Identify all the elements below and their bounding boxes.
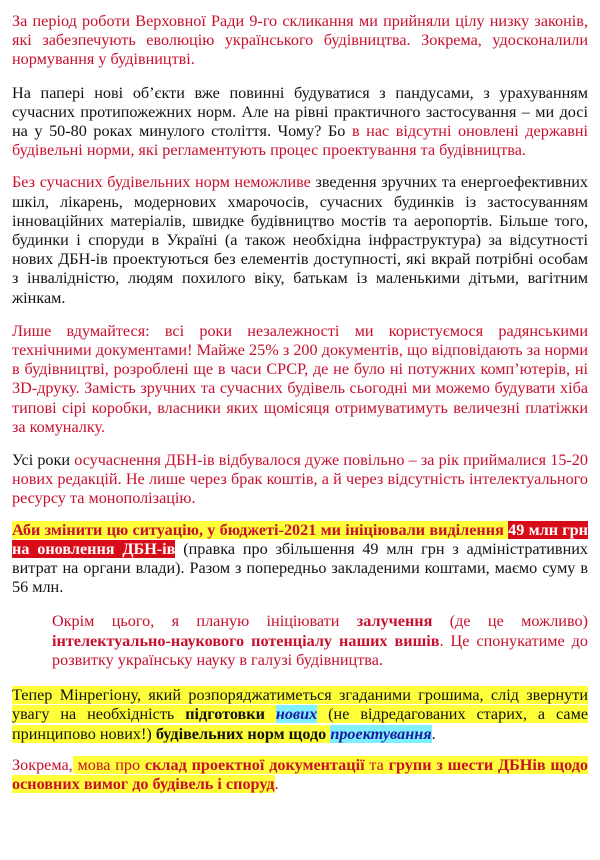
paragraph-paper-objects xyxy=(12,84,588,161)
highlighted-bold-text: Аби змінити цю ситуацію, у бюджеті-2021 ми ініціювали виділення xyxy=(12,520,509,539)
paragraph-minregion xyxy=(12,686,588,744)
paragraph-text: На папері нові об’єкти вже повинні будуватися з пандусами, з урахуванням сучасних протипожежних норм. Але на рівні практичного застосування – ми досі на у 50-80 роках минулого століття. Чому? Бо xyxy=(12,83,588,141)
highlighted-text: мова про xyxy=(72,755,145,774)
red-emphasis-text: осучаснення ДБН-ів відбувалося дуже повільно – за рік приймалися 15-20 нових редакцій. Не лише через брак коштів, а й через відсутність інтелектуального ресурсу та монополізацію. xyxy=(12,451,588,508)
highlighted-text: Тепер Мінрегіону, який розпоряджатиметься згаданими грошима, слід звернути увагу на необхідність xyxy=(12,686,588,724)
paragraph-text: . xyxy=(431,724,436,743)
red-highlighted-amount: 49 млн грн на оновлення ДБН-ів xyxy=(12,520,588,558)
paragraph-project-documentation xyxy=(12,756,588,794)
cyan-highlighted-italic-text: проектування xyxy=(330,724,432,743)
paragraph-text: Лише вдумайтеся: всі роки незалежності ми користуємося радянськими технічними документами! Майже 25% з 200 документів, що відповідають за норми в будівництві, розроблені ще в часи СРСР, де не було ні потужних комп’ютерів, ні 3D-друку. Замість зручних та сучасних будівель сьогодні ми можемо будувати хіба типові сірі коробки, власники яких щомісяця отримуватимуть величезні платіжки за комуналку. xyxy=(12,321,588,436)
paragraph-text: Усі роки xyxy=(12,451,75,470)
paragraph-text: Окрім цього, я планую ініціювати xyxy=(52,612,357,631)
paragraph-without-norms xyxy=(12,173,588,307)
highlighted-bold-text: склад проектної документації xyxy=(144,755,365,774)
paragraph-text: (де це можливо) xyxy=(432,612,588,631)
red-emphasis-text: в нас відсутні оновлені державні будівельні норми, які регламентують процес проектування та будівництва. xyxy=(12,122,588,160)
highlighted-bold-text: групи з шести ДБНів щодо основних вимог до будівель і споруд xyxy=(12,755,588,793)
paragraph-soviet-documents xyxy=(12,322,588,437)
highlighted-bold-text: підготовки xyxy=(185,705,265,724)
paragraph-text: За період роботи Верховної Ради 9-го скликання ми прийняли цілу низку законів, які забезпечують еволюцію українського будівництва. Зокрема, удосконалили нормування у будівництві. xyxy=(12,12,588,69)
bold-text: залучення xyxy=(356,612,433,631)
paragraph-text: . Це спонукатиме до розвитку українську науку в галузі будівництва. xyxy=(52,631,589,669)
highlighted-bold-text: будівельних норм щодо xyxy=(155,724,327,743)
highlighted-text xyxy=(265,705,276,723)
paragraph-universities xyxy=(52,612,588,670)
bold-text: інтелектуально-наукового потенціалу наших вишів xyxy=(52,631,440,650)
paragraph-slow-modernization xyxy=(12,451,588,509)
red-emphasis-text: Без сучасних будівельних норм неможливе xyxy=(12,173,311,192)
paragraph-text: . xyxy=(274,774,279,793)
paragraph-text: (правка про збільшення 49 млн грн з адміністративних витрат на органи влади). Разом з попередньо закладеними коштами, маємо суму в 56 млн. xyxy=(12,539,588,597)
paragraph-text: Зокрема, xyxy=(12,755,73,774)
cyan-highlighted-italic-text: нових xyxy=(275,705,318,724)
paragraph-laws-adopted xyxy=(12,12,588,70)
highlighted-text: та xyxy=(364,755,389,774)
paragraph-text: зведення зручних та енергоефективних шкіл, лікарень, модернових хмарочосів, сучасних будинків із застосуванням інноваційних матеріалів, швидке будівництво мостів та аеропортів. Більше того, будинки і споруди в Україні (а також необхідна інфраструктура) за відсутності нових ДБН-ів проектуються без елементів доступності, які вкрай потрібні особам з інвалідністю, людям похилого віку, батькам із маленькими дітьми, вагітним жінкам. xyxy=(12,173,588,307)
highlighted-text: (не відредагованих старих, а саме принципово нових!) xyxy=(12,705,589,743)
paragraph-budget-2021 xyxy=(12,521,588,598)
